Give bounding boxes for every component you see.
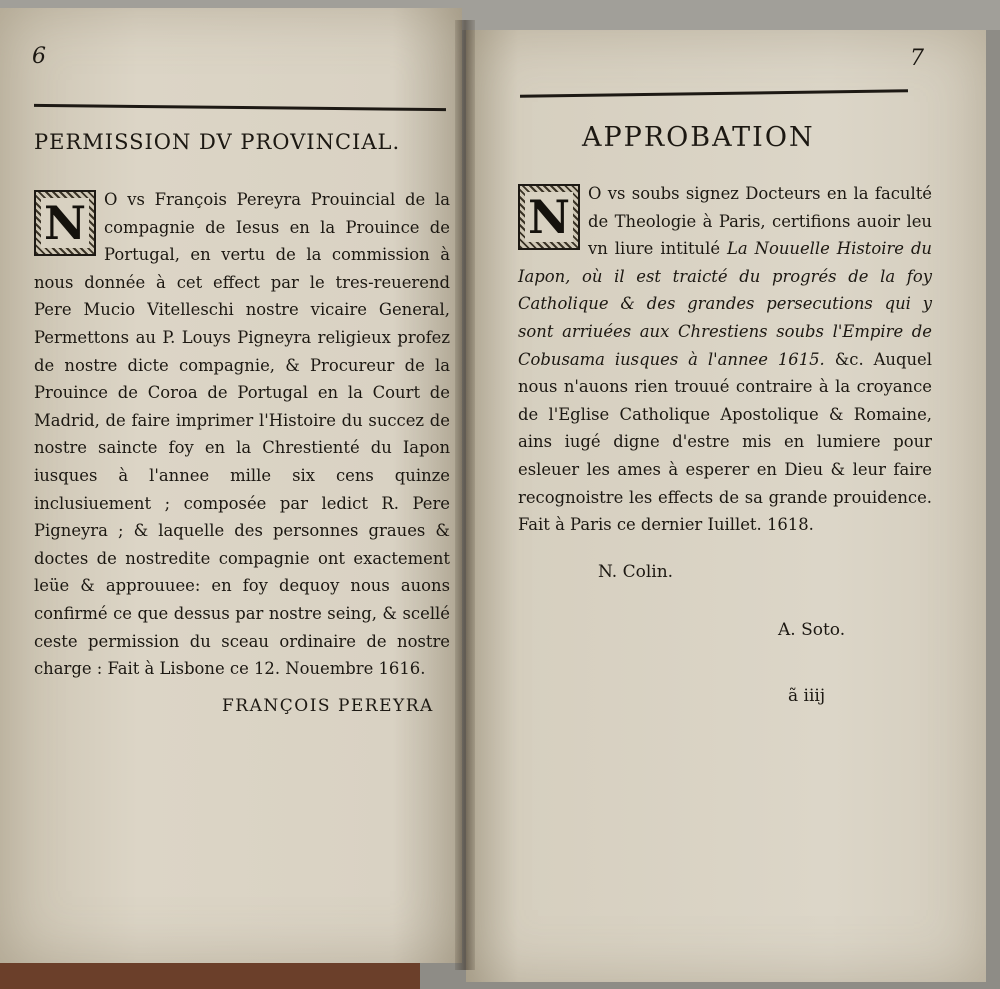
approbation-intro: O vs soubs signez Docteurs en la faculté de Theologie à Paris, certifions auoir leu vn liure intitulé <box>588 184 932 259</box>
approbation-rest: &c. Auquel nous n'auons rien trouué contraire à la croyance de l'Eglise Catholique Apostolique & Romaine, ains iugé digne d'estre mis en lumiere pour esleuer les ames à esperer en Dieu & leur faire recognoistre les effects de sa grande prouidence. Fait à Paris ce dernier Iuillet. 1618. <box>518 349 932 535</box>
permission-body: O vs François Pereyra Prouincial de la compagnie de Iesus en la Prouince de Portugal, en vertu de la commission à nous donnée à cet effect par le tres-reuerend Pere Mucio Vitelleschi nostre vicaire General, Permettons au P. Louys Pigneyra religieux profez de nostre dicte compagnie, & Procureur de la Prouince de Coroa de Portugal en la Court de Madrid, de faire imprimer l'Histoire du succez de nostre saincte foy en la Chrestienté du Iapon iusques à l'annee mille six cens quinze inclusiuement ; composée par ledict R. Pere Pigneyra ; & laquelle des personnes graues & doctes de nostredite compagnie ont exactement leüe & approuuee: en foy dequoy nous auons confirmé ce que dessus par nostre seing, & scellé ceste permission du sceau ordinaire de nostre charge : Fait à Lisbone ce 12. Nouembre 1616. <box>34 190 450 679</box>
gathering-signature-mark: ã iiij <box>788 686 826 706</box>
right-page <box>466 30 986 982</box>
header-rule <box>34 104 446 111</box>
header-rule <box>520 89 908 97</box>
page-heading: PERMISSION DV PROVINCIAL. <box>34 130 401 154</box>
ornamental-initial: N <box>34 190 96 256</box>
page-heading: APPROBATION <box>582 122 815 153</box>
signature-pereyra: FRANÇOIS PEREYRA <box>222 696 434 716</box>
signature-colin: N. Colin. <box>598 562 674 582</box>
page-number: 7 <box>910 46 924 71</box>
page-number: 6 <box>32 44 46 69</box>
book-gutter <box>455 20 475 970</box>
ornamental-initial: N <box>518 184 580 250</box>
book-title-italic: La Nouuelle Histoire du Iapon, où il est traicté du progrés de la foy Catholique & des grandes persecutions qui y sont arriuées aux Chrestiens soubs l'Empire de Cobusama iusques à l'annee 1615. <box>518 239 932 369</box>
signature-soto: A. Soto. <box>778 620 846 640</box>
left-page <box>0 8 462 963</box>
approbation-text <box>518 180 932 539</box>
permission-text <box>34 186 450 683</box>
